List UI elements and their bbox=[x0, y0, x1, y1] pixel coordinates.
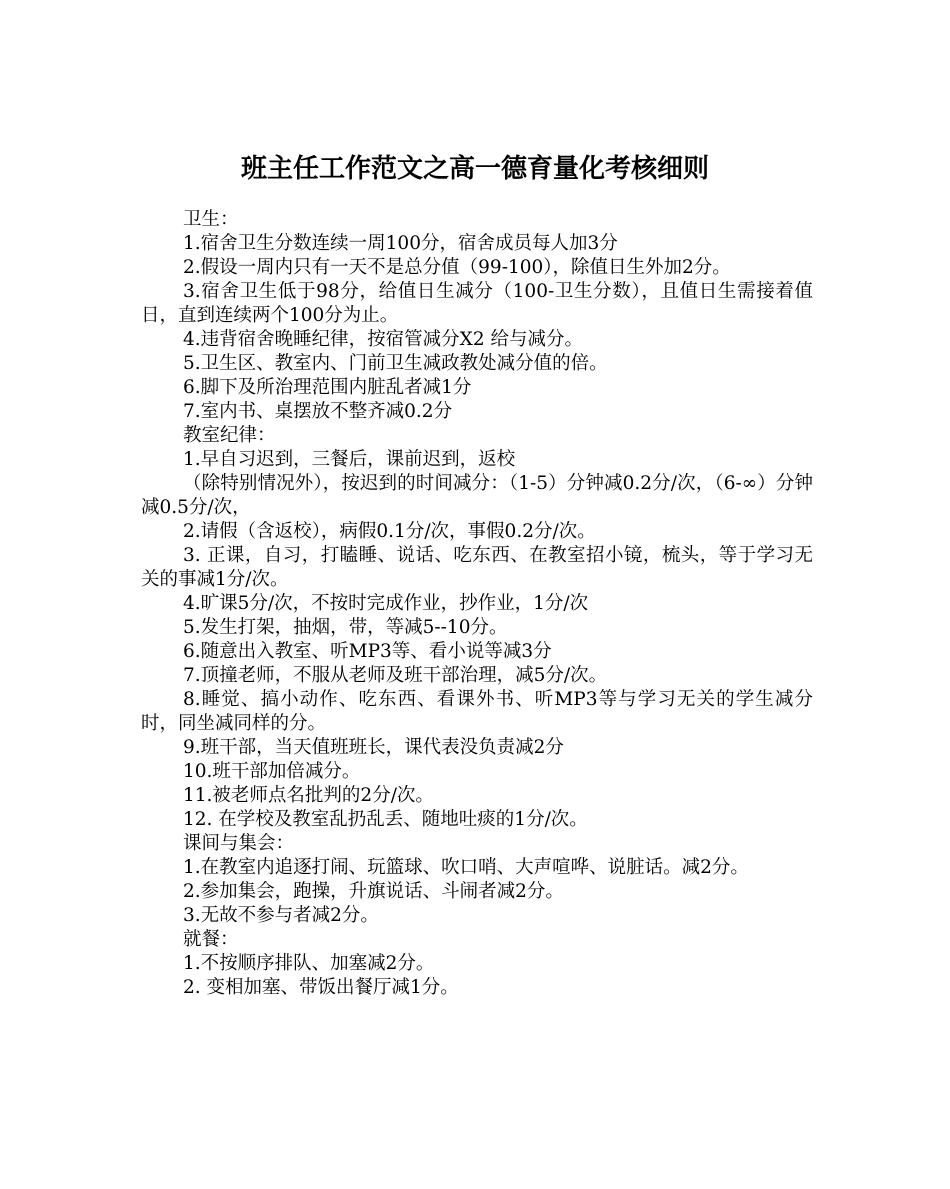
paragraph: 3.宿舍卫生低于98分，给值日生减分（100-卫生分数），且值日生需接着值日，直到连续两个100分为止。 bbox=[141, 281, 813, 326]
paragraph: 1.不按顺序排队、加塞减2分。 bbox=[183, 953, 435, 974]
paragraph: 7.顶撞老师，不服从老师及班干部治理，减5分/次。 bbox=[183, 665, 608, 686]
paragraph: （除特别情况外），按迟到的时间减分：（1-5）分钟减0.2分/次，（6-∞）分钟减0.5分/次， bbox=[141, 473, 813, 518]
section-heading-classroom-discipline: 教室纪律： bbox=[183, 425, 276, 446]
paragraph: 12. 在学校及教室乱扔乱丢、随地吐痰的1分/次。 bbox=[183, 809, 588, 830]
paragraph: 1.宿舍卫生分数连续一周100分，宿舍成员每人加3分 bbox=[183, 233, 618, 254]
paragraph: 10.班干部加倍减分。 bbox=[183, 761, 361, 782]
paragraph: 2.请假（含返校），病假0.1分/次，事假0.2分/次。 bbox=[183, 521, 596, 542]
paragraph: 2.参加集会，跑操，升旗说话、斗闹者减2分。 bbox=[183, 881, 564, 902]
document-body bbox=[141, 208, 813, 1000]
paragraph: 1.早自习迟到，三餐后，课前迟到，返校 bbox=[183, 449, 516, 470]
paragraph: 9.班干部，当天值班班长，课代表没负责减2分 bbox=[183, 737, 564, 758]
paragraph: 6.脚下及所治理范围内脏乱者减1分 bbox=[183, 377, 472, 398]
paragraph: 4.违背宿舍晚睡纪律，按宿管减分X2 给与减分。 bbox=[183, 329, 583, 350]
section-heading-dining: 就餐： bbox=[183, 929, 239, 950]
paragraph: 3.无故不参与者减2分。 bbox=[183, 905, 379, 926]
paragraph: 2.假设一周内只有一天不是总分值（99-100），除值日生外加2分。 bbox=[183, 257, 731, 278]
paragraph: 1.在教室内追逐打闹、玩篮球、吹口哨、大声喧哗、说脏话。减2分。 bbox=[183, 857, 749, 878]
paragraph: 6.随意出入教室、听MP3等、看小说等减3分 bbox=[183, 641, 552, 662]
paragraph: 7.室内书、桌摆放不整齐减0.2分 bbox=[183, 401, 453, 422]
paragraph: 2. 变相加塞、带饭出餐厅减1分。 bbox=[183, 977, 459, 998]
paragraph: 5.发生打架，抽烟，带，等减5--10分。 bbox=[183, 617, 508, 638]
paragraph: 3. 正课，自习，打瞌睡、说话、吃东西、在教室招小镜，梳头，等于学习无关的事减1分/次。 bbox=[141, 545, 813, 590]
paragraph: 4.旷课5分/次，不按时完成作业，抄作业，1分/次 bbox=[183, 593, 589, 614]
document-title: 班主任工作范文之高一德育量化考核细则 bbox=[240, 154, 709, 185]
section-heading-break-and-assembly: 课间与集会： bbox=[183, 833, 295, 854]
paragraph: 8.睡觉、搞小动作、吃东西、看课外书、听MP3等与学习无关的学生减分时，同坐减同样的分。 bbox=[141, 689, 813, 734]
paragraph: 11.被老师点名批判的2分/次。 bbox=[183, 785, 434, 806]
paragraph: 5.卫生区、教室内、门前卫生减政教处减分值的倍。 bbox=[183, 353, 608, 374]
section-heading-hygiene: 卫生： bbox=[183, 209, 239, 230]
